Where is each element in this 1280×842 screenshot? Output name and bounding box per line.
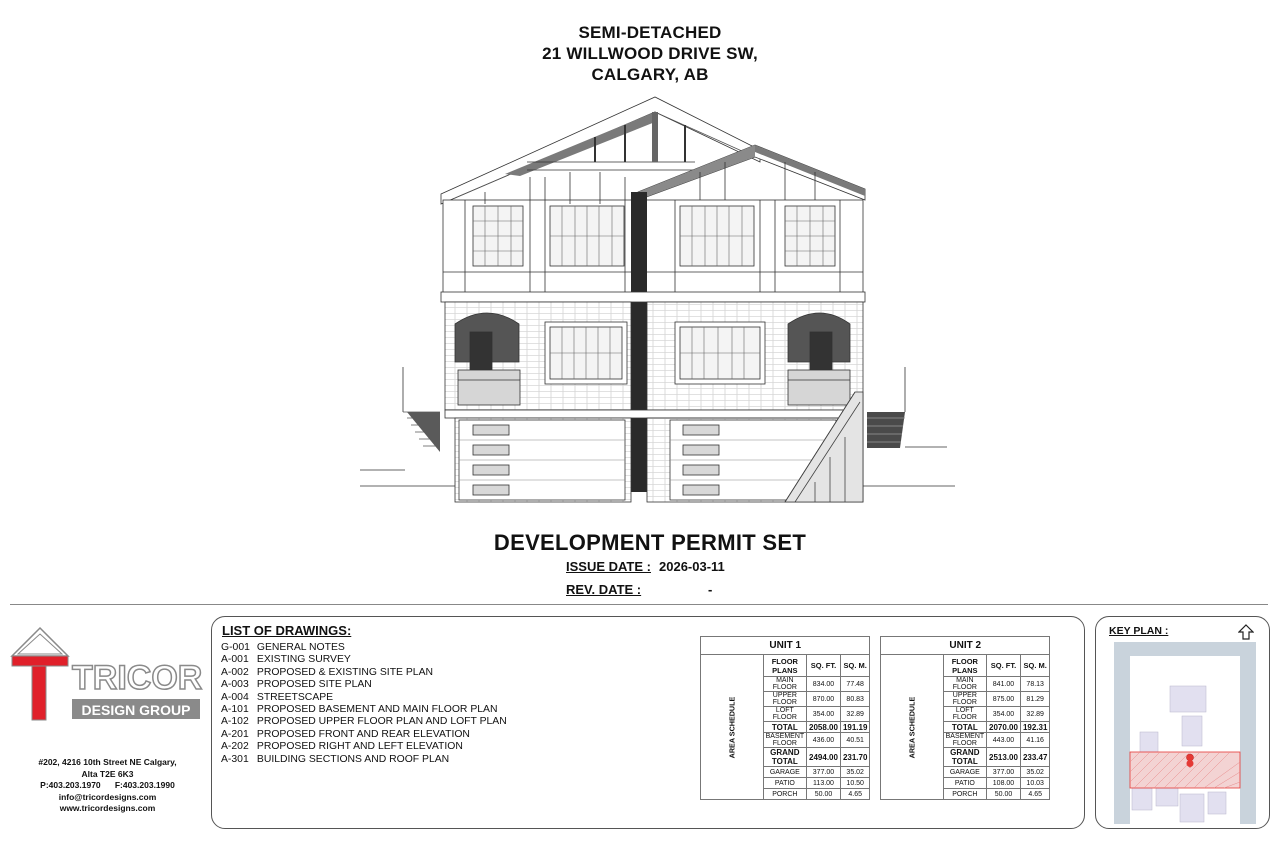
unit-name: UNIT 1 — [701, 637, 870, 655]
sqft-value: 113.00 — [807, 778, 841, 789]
column-header: SQ. M. — [1020, 655, 1049, 677]
floor-label: BASEMENT FLOOR — [943, 733, 986, 748]
revision-date — [566, 582, 713, 597]
sqm-value: 35.02 — [1020, 767, 1049, 778]
floor-label: BASEMENT FLOOR — [763, 733, 806, 748]
drawing-list — [221, 642, 507, 766]
key-plan-title: KEY PLAN : — [1109, 625, 1169, 637]
floor-label: PORCH — [763, 789, 806, 800]
floor-label: GRAND TOTAL — [763, 748, 806, 767]
column-header: FLOOR PLANS — [763, 655, 806, 677]
floor-label: GRAND TOTAL — [943, 748, 986, 767]
sqm-value: 40.51 — [840, 733, 869, 748]
sqft-value: 834.00 — [807, 677, 841, 692]
project-type: SEMI-DETACHED — [578, 23, 722, 42]
drawing-list-title: LIST OF DRAWINGS: — [222, 623, 352, 638]
sqm-value: 77.48 — [840, 677, 869, 692]
sqft-value: 841.00 — [987, 677, 1021, 692]
sqm-value: 32.89 — [840, 707, 869, 722]
title-divider — [10, 604, 1268, 605]
company-phones: P:403.203.1970 F:403.203.1990 — [40, 780, 175, 790]
drawing-item: A-002 PROPOSED & EXISTING SITE PLAN — [221, 666, 433, 678]
company-address-line1: #202, 4216 10th Street NE Calgary, — [38, 757, 177, 767]
set-title: DEVELOPMENT PERMIT SET — [493, 530, 807, 555]
sqft-value: 108.00 — [987, 778, 1021, 789]
sqm-value: 192.31 — [1020, 722, 1049, 733]
sqm-value: 32.89 — [1020, 707, 1049, 722]
issue-date-value: 2026-03-11 — [659, 559, 725, 574]
key-plan-map — [1114, 642, 1256, 824]
floor-label: PATIO — [943, 778, 986, 789]
floor-label: GARAGE — [943, 767, 986, 778]
drawing-item: A-201 PROPOSED FRONT AND REAR ELEVATION — [221, 728, 470, 740]
sqm-value: 10.03 — [1020, 778, 1049, 789]
drawing-item: A-102 PROPOSED UPPER FLOOR PLAN AND LOFT PLAN — [221, 716, 507, 728]
sqm-value: 81.29 — [1020, 692, 1049, 707]
drawing-item: A-202 PROPOSED RIGHT AND LEFT ELEVATION — [221, 741, 463, 753]
sqm-value: 41.16 — [1020, 733, 1049, 748]
company-contact — [10, 757, 205, 815]
column-header: FLOOR PLANS — [943, 655, 986, 677]
sqft-value: 436.00 — [807, 733, 841, 748]
sqft-value: 2494.00 — [807, 748, 841, 767]
floor-label: LOFT FLOOR — [943, 707, 986, 722]
sqft-value: 2070.00 — [987, 722, 1021, 733]
sqm-value: 80.83 — [840, 692, 869, 707]
sqft-value: 2058.00 — [807, 722, 841, 733]
drawing-item: A-004 STREETSCAPE — [221, 691, 334, 703]
floor-label: UPPER FLOOR — [943, 692, 986, 707]
company-logo — [10, 626, 205, 726]
floor-label: PORCH — [943, 789, 986, 800]
drawing-item: A-101 PROPOSED BASEMENT AND MAIN FLOOR PLAN — [221, 704, 498, 716]
sqm-value: 191.19 — [840, 722, 869, 733]
sqft-value: 443.00 — [987, 733, 1021, 748]
sqm-value: 231.70 — [840, 748, 869, 767]
floor-label: GARAGE — [763, 767, 806, 778]
column-header: SQ. M. — [840, 655, 869, 677]
issue-date-label: ISSUE DATE : — [566, 559, 651, 574]
company-email[interactable]: info@tricordesigns.com — [58, 791, 157, 802]
floor-label: TOTAL — [763, 722, 806, 733]
sqft-value: 2513.00 — [987, 748, 1021, 767]
sqft-value: 377.00 — [807, 767, 841, 778]
sqm-value: 4.65 — [840, 789, 869, 800]
sqm-value: 35.02 — [840, 767, 869, 778]
column-header: SQ. FT. — [987, 655, 1021, 677]
area-schedule-unit-1 — [700, 636, 870, 800]
column-header: SQ. FT. — [807, 655, 841, 677]
project-address: 21 WILLWOOD DRIVE SW, — [542, 44, 758, 63]
area-schedule-unit-2 — [880, 636, 1050, 800]
floor-label: TOTAL — [943, 722, 986, 733]
unit-name: UNIT 2 — [881, 637, 1050, 655]
project-city: CALGARY, AB — [591, 65, 709, 84]
sqm-value: 78.13 — [1020, 677, 1049, 692]
issue-date — [566, 559, 725, 574]
drawing-item: A-301 BUILDING SECTIONS AND ROOF PLAN — [221, 753, 450, 765]
sqm-value: 10.50 — [840, 778, 869, 789]
sqm-value: 233.47 — [1020, 748, 1049, 767]
project-title — [0, 22, 1280, 85]
drawing-item: A-001 EXISTING SURVEY — [221, 654, 351, 666]
sqft-value: 354.00 — [807, 707, 841, 722]
sqft-value: 50.00 — [807, 789, 841, 800]
floor-label: PATIO — [763, 778, 806, 789]
revision-date-value: - — [708, 582, 713, 597]
sqm-value: 4.65 — [1020, 789, 1049, 800]
area-schedule-side-label: AREA SCHEDULE — [701, 655, 764, 800]
sqft-value: 875.00 — [987, 692, 1021, 707]
area-schedule-side-label: AREA SCHEDULE — [881, 655, 944, 800]
logo-subtitle: DESIGN GROUP — [81, 702, 191, 718]
sqft-value: 870.00 — [807, 692, 841, 707]
floor-label: LOFT FLOOR — [763, 707, 806, 722]
floor-label: UPPER FLOOR — [763, 692, 806, 707]
sqft-value: 377.00 — [987, 767, 1021, 778]
drawing-item: A-003 PROPOSED SITE PLAN — [221, 679, 372, 691]
drawing-item: G-001 GENERAL NOTES — [221, 642, 345, 653]
sqft-value: 50.00 — [987, 789, 1021, 800]
company-website[interactable]: www.tricordesigns.com — [59, 803, 156, 813]
floor-label: MAIN FLOOR — [943, 677, 986, 692]
company-address-line2: Alta T2E 6K3 — [81, 768, 134, 779]
sqft-value: 354.00 — [987, 707, 1021, 722]
front-elevation-drawing — [355, 92, 955, 512]
north-arrow-icon — [1238, 624, 1254, 640]
revision-date-label: REV. DATE : — [566, 582, 642, 597]
logo-wordmark: TRICOR — [72, 659, 203, 697]
floor-label: MAIN FLOOR — [763, 677, 806, 692]
